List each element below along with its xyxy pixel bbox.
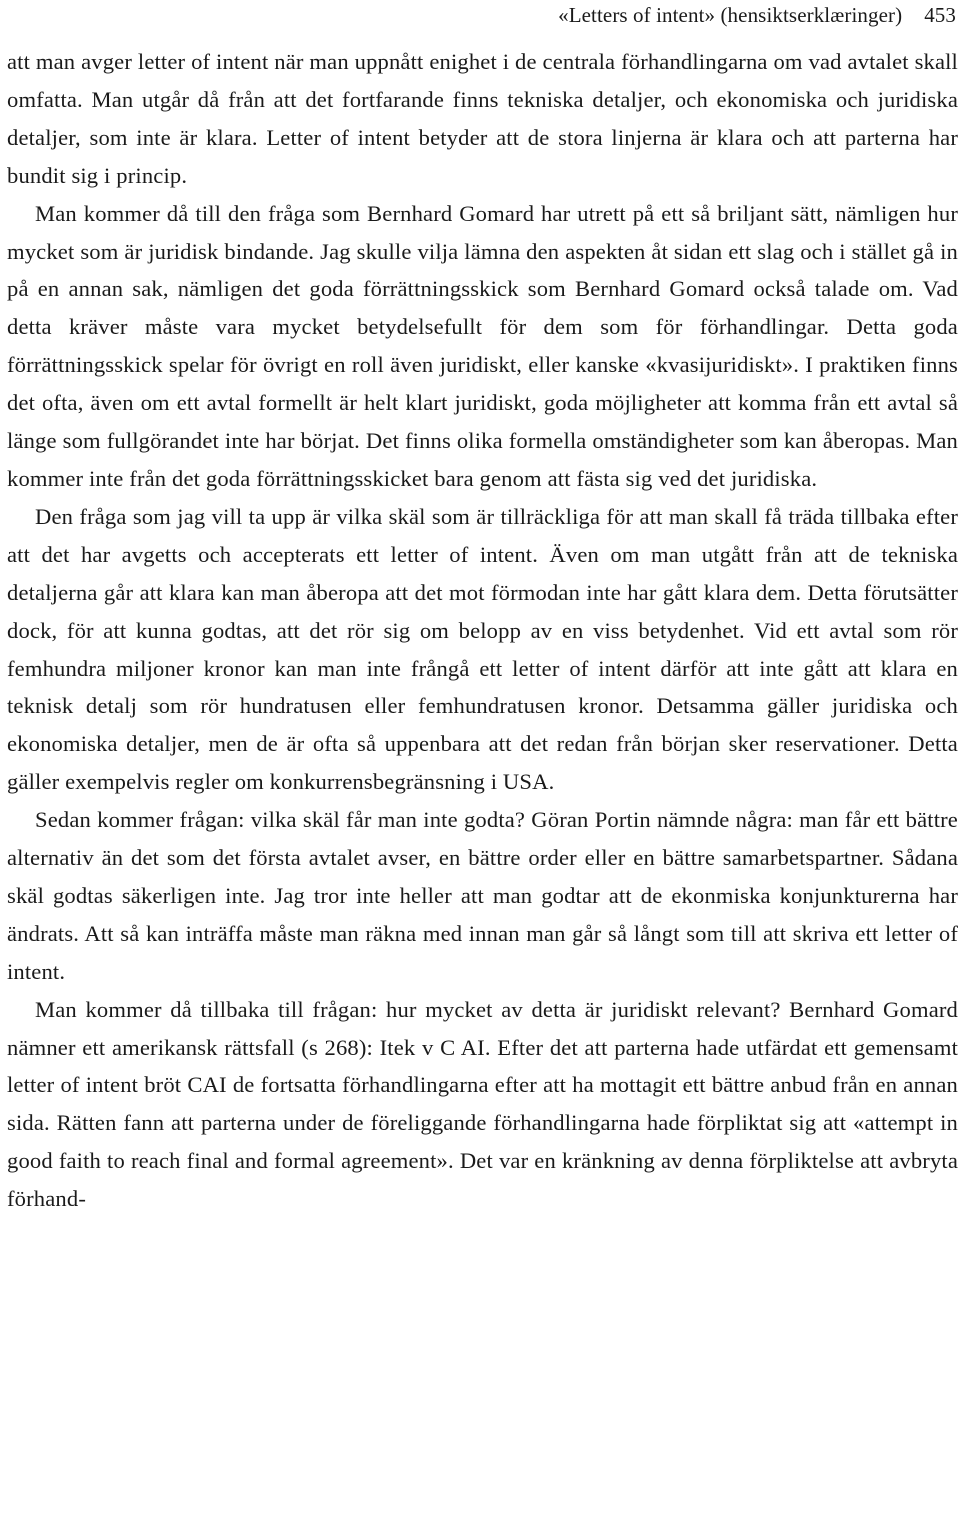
page-number: 453 [924,2,956,27]
paragraph-1: att man avger letter of intent när man uppnått enighet i de centrala förhandlingarna om vad avtalet skall omfatta. Man utgår då från att det fortfarande finns tekniska detaljer, och ekonomiska och juridiska detaljer, som inte är klara. Letter of intent betyder att de stora linjerna är klara och att parterna har bundit sig i princip. [7,49,958,188]
running-header [558,0,956,30]
paragraph-5: Man kommer då tillbaka till frågan: hur mycket av detta är juridiskt relevant? Bernhard Gomard nämner ett amerikansk rättsfall (s 268): Itek v C AI. Efter det att parterna hade utfärdat ett gemensamt letter of intent bröt CAI de fortsatta förhandlingarna efter att ha mottagit ett bättre anbud från en annan sida. Rätten fann att parterna under de föreliggande förhandlingarna hade förpliktat sig att «attempt in good faith to reach final and formal agreement». Det var en kränkning av denna förpliktelse att avbryta förhand- [7,996,958,1212]
running-title: «Letters of intent» (hensiktserklæringer) [558,2,903,27]
paragraph-3: Den fråga som jag vill ta upp är vilka skäl som är tillräckliga för att man skall få träda tillbaka efter att det har avgetts och accepterats ett letter of intent. Även om man utgått från att de tekniska detaljerna går att klara kan man åberopa att det mot förmodan inte har gått klara dem. Detta förutsätter dock, för att kunna godtas, att det rör sig om belopp av en viss betydenhet. Vid ett avtal som rör femhundra miljoner kronor kan man inte frångå ett letter of intent därför att inte gått att klara en teknisk detalj som rör hundratusen eller femhundratusen kronor. Detsamma gäller juridiska och ekonomiska detaljer, men de är ofta så uppenbara att det redan från början sker reservationer. Detta gäller exempelvis regler om konkurrensbegränsning i USA. [7,503,958,795]
paragraph-4: Sedan kommer frågan: vilka skäl får man inte godta? Göran Portin nämnde några: man får ett bättre alternativ än det som det första avtalet avser, en bättre order eller en bättre samarbetspartner. Sådana skäl godtas säkerligen inte. Jag tror inte heller att man godtar att de ekonmiska konjunkturerna har ändrats. Att så kan inträffa måste man räkna med innan man går så långt som till att skriva ett letter of intent. [7,807,958,984]
paragraph-2: Man kommer då till den fråga som Bernhard Gomard har utrett på ett så briljant sätt, nämligen hur mycket som är juridisk bindande. Jag skulle vilja lämna den aspekten åt sidan ett slag och i stället gå in på en annan sak, nämligen det goda förrättningsskick som Bernhard Gomard också talade om. Vad detta kräver måste vara mycket betydelsefullt för dem som för förhandlingar. Detta goda förrättningsskick spelar för övrigt en roll även juridiskt, eller kanske «kvasijuridiskt». I praktiken finns det ofta, även om ett avtal formellt är helt klart juridiskt, goda möjligheter att komma från ett avtal så länge som fullgörandet inte har börjat. Det finns olika formella omständigheter som kan åberopas. Man kommer inte från det goda förrättningsskicket bara genom att fästa sig ved det juridiska. [7,200,958,491]
body-text [7,43,958,1218]
